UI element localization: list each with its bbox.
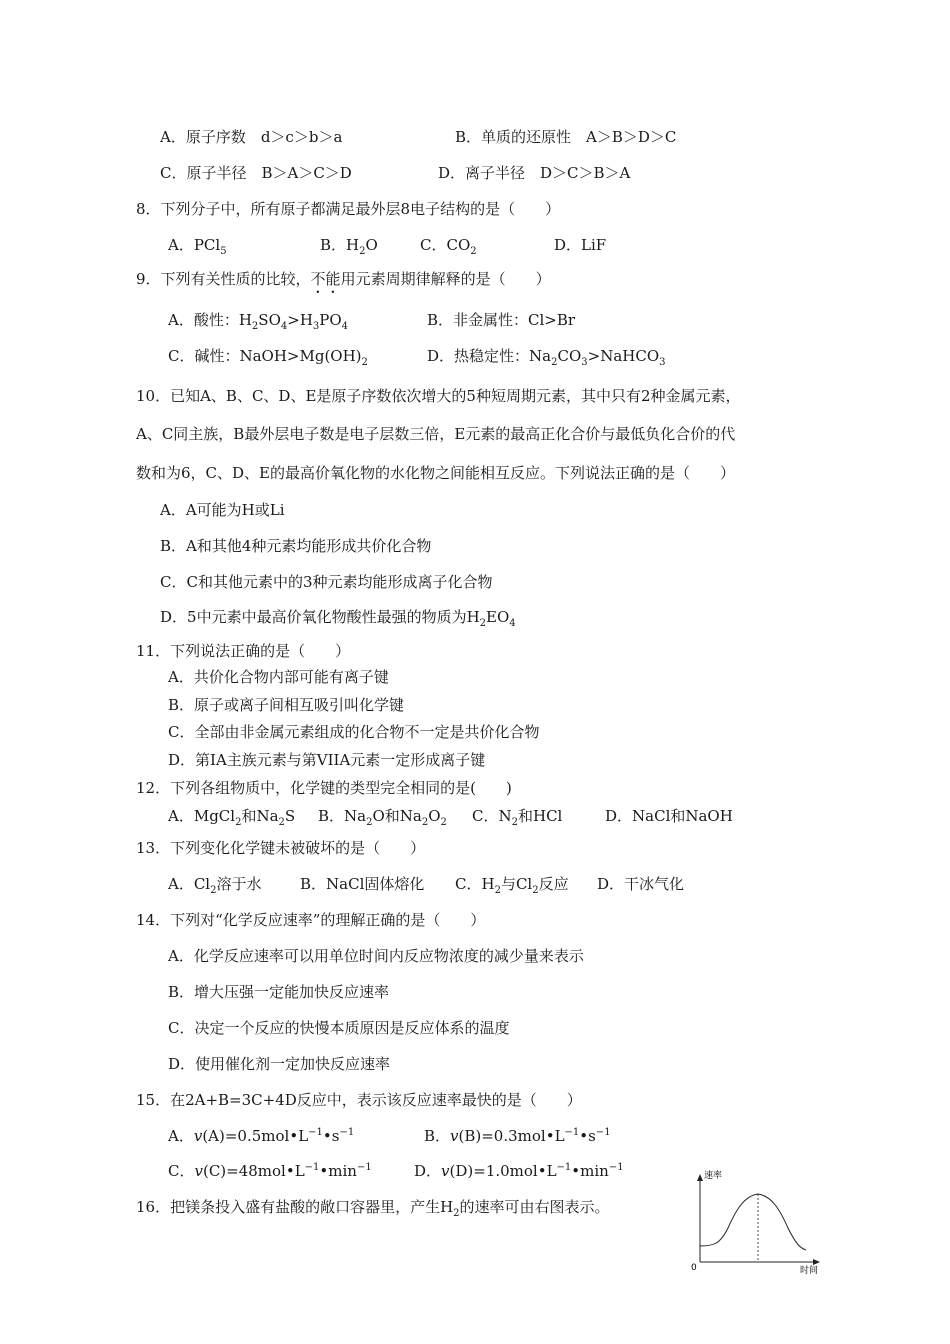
q13-option-d: D．干冰气化: [597, 875, 685, 893]
q13-option-c: C．$H_2$与$Cl_2$反应: [455, 875, 569, 896]
q9-option-c: C．碱性：$NaOH>Mg(OH)_2$: [168, 347, 368, 368]
q15-option-a: A．$v(A)=0.5mol•L^{-1}•s^{-1}$: [168, 1127, 355, 1145]
q11-option-a: A．共价化合物内部可能有离子键: [168, 668, 389, 686]
q7-option-d: D．离子半径 D＞C＞B＞A: [438, 164, 631, 182]
q16-stem: 16．把镁条投入盛有盐酸的敞口容器里，产生$H_2$的速率可由右图表示。: [136, 1198, 610, 1219]
q10-option-d: D．5中元素中最高价氧化物酸性最强的物质为$H_2EO_4$: [160, 608, 516, 629]
q14-option-b: B．增大压强一定能加快反应速率: [168, 983, 390, 1001]
q11-option-d: D．第IA主族元素与第VIIA元素一定形成离子键: [168, 751, 486, 769]
q10-option-c: C．C和其他元素中的3种元素均能形成离子化合物: [160, 573, 493, 591]
q11-stem: 11．下列说法正确的是（ ）: [136, 642, 351, 660]
q15-option-c: C．$v(C)=48mol•L^{-1}•\min^{-1}$: [168, 1162, 372, 1180]
q15-option-d: D．$v(D)=1.0mol•L^{-1}•\min^{-1}$: [414, 1162, 624, 1180]
q12-stem: 12．下列各组物质中，化学键的类型完全相同的是( ): [136, 779, 512, 797]
q8-option-d: D．LiF: [554, 236, 607, 254]
q15-stem: 15．在2A+B=3C+4D反应中，表示该反应速率最快的是（ ）: [136, 1091, 582, 1109]
emphasis-mark: 不能: [310, 270, 341, 288]
q9-option-d: D．热稳定性：$Na_2CO_3>NaHCO_3$: [427, 347, 666, 368]
q8-option-b: B．$H_2O$: [320, 236, 378, 257]
q7-option-c: C．原子半径 B＞A＞C＞D: [160, 164, 352, 182]
q11-option-b: B．原子或离子间相互吸引叫化学键: [168, 696, 405, 714]
q9-stem: 9．下列有关性质的比较，不能用元素周期律解释的是（ ）: [136, 270, 551, 288]
q12-option-c: C．$N_2$和HCl: [472, 807, 563, 828]
graph-ylabel: 速率: [704, 1171, 723, 1181]
x-axis-arrow: [813, 1259, 820, 1265]
q13-option-a: A．$Cl_2$溶于水: [168, 875, 262, 896]
q10-stem-line3: 数和为6，C、D、E的最高价氧化物的水化物之间能相互反应。下列说法正确的是（ ）: [136, 464, 736, 482]
q9-option-b: B．非金属性：Cl>Br: [427, 311, 576, 329]
q8-stem: 8．下列分子中，所有原子都满足最外层8电子结构的是（ ）: [136, 200, 561, 218]
q8-option-a: A．PCl$_5$: [168, 236, 227, 257]
q14-option-d: D．使用催化剂一定加快反应速率: [168, 1055, 391, 1073]
q12-option-b: B．$Na_2O$和$Na_2O_2$: [318, 807, 447, 828]
rate-curve: [700, 1194, 806, 1250]
q8-option-c: C．$CO_2$: [420, 236, 477, 257]
q14-stem: 14．下列对“化学反应速率”的理解正确的是（ ）: [136, 911, 486, 929]
q10-option-b: B．A和其他4种元素均能形成共价化合物: [160, 537, 432, 555]
graph-xlabel: 时间: [800, 1266, 819, 1276]
q7-option-a: A．原子序数 d＞c＞b＞a: [160, 128, 343, 146]
q7-option-b: B．单质的还原性 A＞B＞D＞C: [455, 128, 677, 146]
q10-stem-line2: A、C同主族，B最外层电子数是电子层数三倍，E元素的最高正化合价与最低负化合价的代: [136, 425, 736, 443]
q10-option-a: A．A可能为H或Li: [160, 501, 285, 519]
q12-option-d: D．NaCl和NaOH: [605, 807, 733, 825]
q13-stem: 13．下列变化化学键未被破坏的是（ ）: [136, 839, 426, 857]
q15-option-b: B．$v(B)=0.3mol•L^{-1}•s^{-1}$: [424, 1127, 611, 1145]
q14-option-c: C．决定一个反应的快慢本质原因是反应体系的温度: [168, 1019, 510, 1037]
q13-option-b: B．NaCl固体熔化: [300, 875, 425, 893]
graph-origin: 0: [691, 1263, 697, 1273]
q11-option-c: C．全部由非金属元素组成的化合物不一定是共价化合物: [168, 723, 540, 741]
rate-time-graph: [686, 1166, 826, 1276]
q9-option-a: A．酸性：$H_2SO_4>H_3PO_4$: [168, 311, 349, 332]
y-axis-arrow: [697, 1174, 703, 1181]
q10-stem-line1: 10．已知A、B、C、D、E是原子序数依次增大的5种短周期元素，其中只有2种金属元素，: [136, 387, 741, 405]
q12-option-a: A．MgCl$_2$和$Na_2S$: [168, 807, 296, 828]
q14-option-a: A．化学反应速率可以用单位时间内反应物浓度的减少量来表示: [168, 947, 584, 965]
